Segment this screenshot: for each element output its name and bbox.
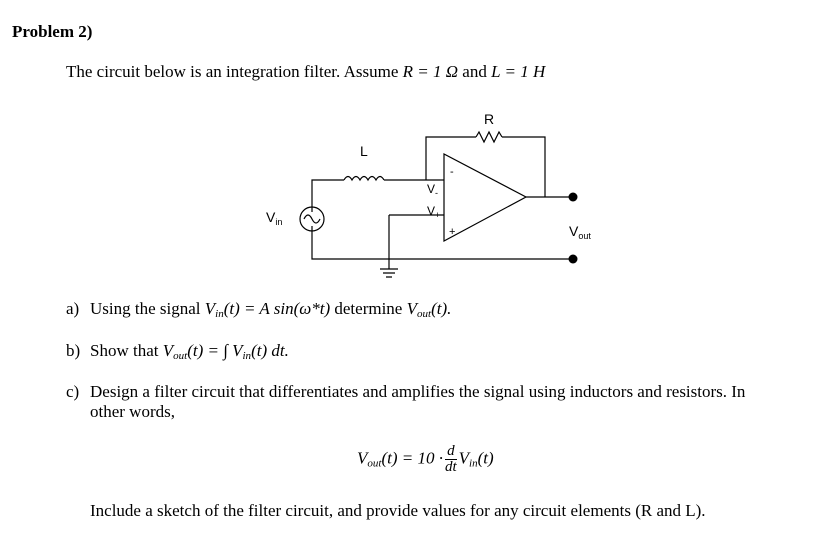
- resistor-zigzag: [476, 132, 502, 142]
- eq-lhs-v: V: [357, 448, 368, 468]
- eq-mid: (t) = 10 ·: [381, 448, 443, 468]
- assumption-l: L = 1 H: [491, 62, 546, 81]
- part-a-eq-v: V: [204, 299, 216, 318]
- label-vin: $V_{in}$: [266, 209, 283, 227]
- label-r: R: [484, 111, 495, 127]
- eq-frac-den: dt: [444, 459, 457, 475]
- part-b-text: Show that: [90, 341, 163, 360]
- part-b-lhs: V: [162, 341, 174, 360]
- part-a-target-rest: (t).: [431, 299, 452, 318]
- label-l: L: [360, 143, 368, 159]
- eq-fraction: [445, 444, 457, 475]
- problem-title: Problem 2): [12, 22, 93, 41]
- label-vminus: $V_-$: [427, 182, 439, 198]
- label-vplus: $V_+$: [427, 204, 441, 220]
- part-b-lhs-sub: out: [173, 350, 188, 362]
- part-a-mid: determine: [330, 299, 407, 318]
- part-c-label: c): [66, 382, 80, 401]
- part-c-line1: Design a filter circuit that differentiates and amplifies the signal using inductors and resistors. In: [90, 382, 746, 401]
- eq-rhs-rest: (t): [477, 448, 494, 468]
- output-terminal-top: [569, 193, 578, 202]
- part-b-label: b): [66, 341, 81, 360]
- eq-lhs-sub: out: [367, 457, 382, 470]
- part-b-rhs-rest: (t) dt.: [251, 341, 289, 360]
- part-c-line2: other words,: [90, 402, 175, 421]
- part-b-rhs-sub: in: [242, 350, 252, 362]
- assumption-r: R = 1 Ω: [402, 62, 459, 81]
- wire-top-left: [312, 180, 344, 212]
- part-b: [66, 341, 289, 362]
- output-terminal-bottom: [569, 255, 578, 264]
- opamp-triangle: [444, 154, 526, 241]
- part-a-text: Using the signal: [90, 299, 205, 318]
- inductor-coil: [344, 177, 384, 181]
- eq-frac-num: d: [445, 444, 457, 460]
- sign-plus: +: [449, 226, 456, 238]
- part-a-target-v: V: [406, 299, 417, 318]
- part-a-target-sub: out: [417, 308, 432, 320]
- part-c-equation: [357, 444, 494, 475]
- eq-rhs-v: V: [458, 448, 470, 468]
- part-a-eq-sub: in: [215, 308, 224, 320]
- part-c-final: Include a sketch of the filter circuit, and provide values for any circuit elements (R and L).: [90, 501, 706, 520]
- sign-minus: -: [450, 166, 454, 178]
- part-a-label: a): [66, 299, 80, 318]
- label-vout: $V_{out}$: [569, 223, 591, 241]
- part-c: [66, 382, 745, 402]
- intro-and: and: [458, 62, 492, 81]
- part-a: [66, 299, 451, 320]
- intro-text: The circuit below is an integration filter. Assume: [66, 62, 403, 81]
- part-a-eq-rest: (t) = A sin(ω*t): [223, 299, 331, 318]
- eq-rhs-sub: in: [469, 457, 478, 470]
- wire-bottom: [312, 226, 573, 259]
- ground-symbol: [380, 269, 398, 277]
- part-b-lhs-rest: (t) = ∫ V: [187, 341, 243, 360]
- ac-source-wave: [304, 215, 320, 223]
